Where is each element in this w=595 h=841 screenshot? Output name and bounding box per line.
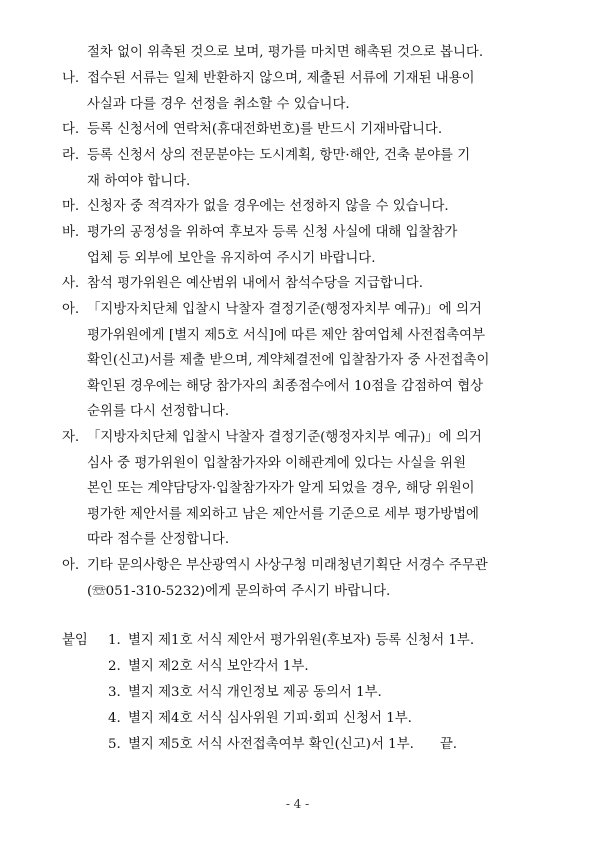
item-marker: 라.	[62, 148, 80, 163]
attachment-text: 별지 제5호 서식 사전접촉여부 확인(신고)서 1부.	[128, 737, 414, 752]
item-line: 재 하여야 합니다.	[87, 173, 191, 189]
attachment-number: 4.	[108, 711, 121, 726]
item-line: 참석 평가위원은 예산범위 내에서 참석수당을 지급합니다.	[87, 276, 423, 291]
continuation-line: 절차 없이 위촉된 것으로 보며, 평가를 마치면 해촉된 것으로 봅니다.	[87, 45, 484, 60]
item-line: 심사 중 평가위원이 입찰참가자와 이해관계에 있다는 사실을 위원	[87, 455, 467, 471]
list-item-ra	[62, 143, 542, 194]
item-marker: 다.	[62, 122, 80, 137]
attachments-label: 붙임	[62, 633, 88, 648]
attachment-entry	[108, 654, 309, 680]
item-line: 본인 또는 계약담당자·입찰참가자가 알게 되었을 경우, 해당 위원이	[87, 481, 475, 496]
list-item-sa	[62, 271, 542, 297]
item-line: 순위를 다시 선정합니다.	[87, 404, 230, 419]
item-line: 따라 점수를 산정합니다.	[87, 532, 230, 547]
attachment-entry	[108, 706, 412, 732]
list-item-na	[62, 66, 542, 117]
attachment-number: 3.	[108, 685, 121, 700]
attachment-entry	[108, 732, 457, 758]
list-item-ba	[62, 220, 542, 271]
item-marker: 나.	[62, 71, 80, 86]
item-marker: 바.	[62, 225, 80, 240]
item-marker: 마.	[62, 199, 80, 214]
item-marker: 자.	[62, 430, 80, 445]
item-marker: 아.	[62, 302, 80, 317]
item-line: 「지방자치단체 입찰시 낙찰자 결정기준(행정자치부 예규)」에 의거	[87, 430, 482, 445]
item-line: 평가의 공정성을 위하여 후보자 등록 신청 사실에 대해 입찰참가	[87, 225, 458, 240]
item-line: 기타 문의사항은 부산광역시 사상구청 미래청년기획단 서경수 주무관	[87, 558, 488, 573]
item-marker: 아.	[62, 558, 80, 573]
list-item-ja	[62, 425, 542, 553]
attachment-text: 별지 제4호 서식 심사위원 기피·회피 신청서 1부.	[128, 711, 412, 726]
list-item-da	[62, 117, 542, 143]
item-line: 확인된 경우에는 해당 참가자의 최종점수에서 10점을 감점하여 협상	[87, 378, 484, 394]
list-item-a-contact	[62, 553, 542, 604]
continuation-text	[62, 40, 542, 66]
item-line: 사실과 다를 경우 선정을 취소할 수 있습니다.	[87, 96, 350, 112]
attachment-text: 별지 제2호 서식 보안각서 1부.	[128, 659, 309, 674]
item-line: 접수된 서류는 일체 반환하지 않으며, 제출된 서류에 기재된 내용이	[87, 71, 475, 86]
end-mark: 끝.	[439, 737, 458, 752]
item-line: 평가한 제안서를 제외하고 남은 제안서를 기준으로 세부 평가방법에	[87, 506, 479, 522]
item-line: 등록 신청서 상의 전문분야는 도시계획, 항만·해안, 건축 분야를 기	[87, 148, 471, 163]
list-item-ma	[62, 194, 542, 220]
attachment-entry	[108, 680, 382, 706]
item-line: 평가위원에게 [별지 제5호 서식]에 따른 제안 참여업체 사전접촉여부	[87, 327, 486, 343]
item-line: (☏051-310-5232)에게 문의하여 주시기 바랍니다.	[87, 583, 391, 599]
attachment-entry	[108, 628, 474, 654]
item-marker: 사.	[62, 276, 80, 291]
attachment-number: 5.	[108, 737, 121, 752]
item-line: 「지방자치단체 입찰시 낙찰자 결정기준(행정자치부 예규)」에 의거	[87, 302, 482, 317]
attachment-number: 2.	[108, 659, 121, 674]
item-line: 확인(신고)서를 제출 받으며, 계약체결전에 입찰참가자 중 사전접촉이	[87, 353, 490, 368]
attachment-text: 별지 제3호 서식 개인정보 제공 동의서 1부.	[128, 685, 382, 700]
page-number: - 4 -	[285, 797, 310, 811]
item-line: 업체 등 외부에 보안을 유지하여 주시기 바랍니다.	[87, 250, 376, 266]
list-item-a	[62, 297, 542, 425]
item-line: 등록 신청서에 연락처(휴대전화번호)를 반드시 기재바랍니다.	[87, 122, 443, 137]
item-line: 신청자 중 적격자가 없을 경우에는 선정하지 않을 수 있습니다.	[87, 199, 449, 214]
attachment-number: 1.	[108, 633, 121, 648]
attachment-text: 별지 제1호 서식 제안서 평가위원(후보자) 등록 신청서 1부.	[128, 633, 475, 648]
